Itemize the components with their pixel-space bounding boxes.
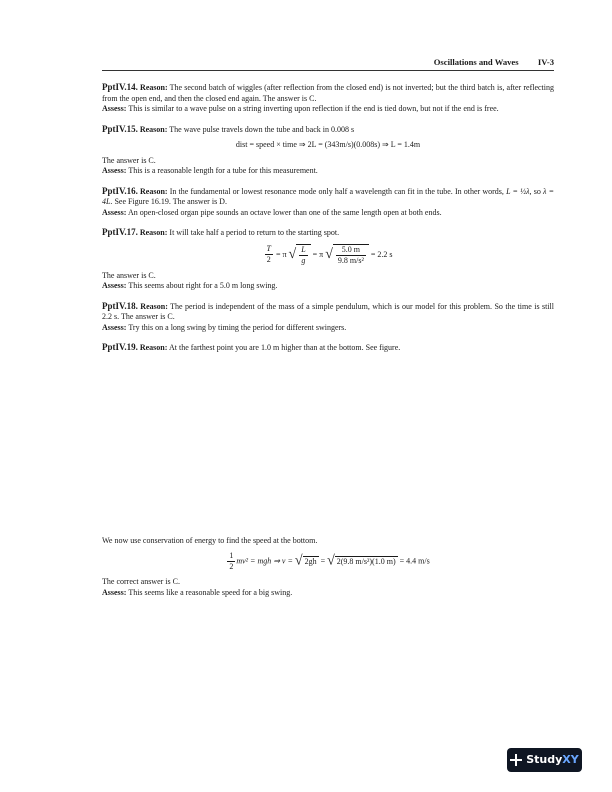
- equation-pi: = π: [312, 249, 324, 259]
- problem-17-answer: The answer is C.: [102, 270, 156, 280]
- frac-denominator: g: [301, 255, 306, 265]
- problem-19-reason-pre: At the farthest point you are: [168, 343, 259, 352]
- frac-numerator: 1: [229, 551, 234, 560]
- problem-15-answer: The answer is C.: [102, 155, 156, 165]
- problem-17-assess: [102, 281, 554, 292]
- problem-17-label: PptIV.17.: [102, 227, 138, 237]
- sqrt-sign: √: [288, 246, 297, 262]
- reason-label: Reason:: [139, 124, 168, 134]
- problem-15-assess: [102, 166, 554, 177]
- problem-18-reason-pre: The period is independent of the mass of a simple pendulum, which is our model for this problem. So the time is still: [170, 301, 555, 311]
- problem-14-reason: [102, 82, 554, 104]
- problem-14-assess-text: This is similar to a wave pulse on a string inverting upon reflection if the end is tied down, but not if the end is free.: [128, 104, 499, 113]
- equation-result: = 4.4 m/s: [399, 556, 430, 566]
- problem-15-reason-value: 0.008 s: [331, 124, 355, 134]
- header-text: [434, 57, 554, 68]
- assess-label: Assess:: [102, 207, 127, 217]
- problem-15-reason-text: The wave pulse travels down the tube and back in: [169, 124, 329, 134]
- problem-19-answer: The correct answer is C.: [102, 577, 180, 586]
- problem-18-assess-text: Try this on a long swing by timing the period for different swingers.: [128, 322, 347, 332]
- equation-result: = 2.2 s: [370, 249, 393, 259]
- problem-16-reason-text-3: See Figure 16.19. The answer is D.: [114, 197, 227, 206]
- reason-label: Reason:: [139, 343, 168, 352]
- frac-denominator: 2: [229, 562, 234, 571]
- problem-19-reason-value: 1.0 m: [260, 343, 280, 352]
- problem-17-equation: [102, 244, 554, 266]
- header-section-title: Oscillations and Waves: [433, 57, 519, 67]
- problem-16-reason-text-2: so: [533, 186, 541, 196]
- problem-15-reason: [102, 124, 554, 136]
- header-rule: [102, 70, 554, 71]
- frac-numerator: T: [266, 244, 271, 253]
- problem-16-reason-eq-1: L = ½λ,: [506, 186, 532, 196]
- equation-equals: =: [320, 556, 326, 566]
- sqrt-values: [333, 244, 369, 266]
- problem-17-assess-pre: This seems about right for a: [128, 281, 218, 290]
- problem-14-reason-text: The second batch of wiggles (after reflection from the closed end) is not inverted; but the third batch is, after reflecting from the open end, and then the closed end again. The answer is C.: [102, 83, 555, 103]
- frac-denominator: 2: [266, 255, 271, 264]
- problem-17-reason: [102, 227, 554, 239]
- assess-label: Assess:: [102, 281, 127, 290]
- header-page-number: IV-3: [537, 57, 554, 67]
- sqrt-sign: √: [294, 553, 303, 569]
- problem-19-assess-text: This seems like a reasonable speed for a big swing.: [128, 587, 293, 597]
- sqrt-values: 2(9.8 m/s²)(1.0 m): [336, 556, 396, 566]
- problem-15-label: PptIV.15.: [102, 123, 138, 134]
- page-content: [102, 82, 554, 598]
- problem-16-reason-text-1: In the fundamental or lowest resonance mode only half a wavelength can fit in the tube. In other words,: [169, 186, 504, 196]
- sqrt-sign: √: [327, 553, 335, 569]
- assess-label: Assess:: [102, 166, 127, 175]
- problem-16-reason: [102, 186, 554, 208]
- problem-15-equation: dist = speed × time ⇒ 2L = (343m/s)(0.008s) ⇒ L = 1.4m: [235, 140, 421, 149]
- assess-label: Assess:: [102, 322, 127, 332]
- assess-label: Assess:: [102, 587, 127, 597]
- frac-one-half: [227, 551, 235, 572]
- equation-part-1: mv² = mgh ⇒ v =: [236, 556, 293, 566]
- problem-15-assess-text: This is a reasonable length for a tube for this measurement.: [128, 166, 318, 175]
- equation-pi: = π: [275, 249, 287, 259]
- frac-t-over-2: [265, 244, 273, 265]
- assess-label: Assess:: [102, 104, 127, 113]
- problem-14-label: PptIV.14.: [102, 82, 138, 92]
- problem-18-reason-value: 2.2 s.: [102, 312, 120, 321]
- problem-19-reason-post: higher than at the bottom. See figure.: [281, 343, 401, 352]
- problem-17-assess-post: long swing.: [240, 281, 278, 290]
- problem-18-label: PptIV.18.: [102, 300, 138, 311]
- problem-17-assess-value: 5.0 m: [219, 281, 239, 290]
- reason-label: Reason:: [140, 301, 168, 311]
- problem-19-equation: [102, 551, 554, 572]
- sqrt-sign: √: [325, 246, 333, 262]
- logo-text: StudyXY: [526, 752, 579, 766]
- figure-placeholder: [102, 354, 554, 536]
- studyxy-logo: [507, 748, 582, 772]
- frac-denominator: 9.8 m/s²: [337, 255, 364, 265]
- problem-16-assess: [102, 208, 554, 219]
- reason-label: Reason:: [140, 186, 168, 196]
- reason-label: Reason:: [140, 83, 168, 92]
- problem-16-reason-eq-2: λ = 4L.: [102, 186, 555, 206]
- problem-16-assess-text: An open-closed organ pipe sounds an octave lower than one of the same length open at both ends.: [128, 207, 442, 217]
- problem-18-reason-post: The answer is C.: [120, 312, 175, 321]
- problem-16-label: PptIV.16.: [102, 185, 138, 196]
- frac-numerator: L: [301, 244, 306, 254]
- problem-19-assess: [102, 588, 554, 599]
- frac-numerator: 5.0 m: [336, 245, 366, 256]
- problem-19-reason: [102, 342, 554, 354]
- problem-18-reason: [102, 301, 554, 323]
- sqrt-2gh: 2gh: [304, 556, 317, 566]
- problem-19-label: PptIV.19.: [102, 342, 138, 352]
- reason-label: Reason:: [139, 228, 168, 237]
- problem-19-energy-intro: We now use conservation of energy to find the speed at the bottom.: [102, 535, 318, 545]
- problem-14-assess: [102, 104, 554, 115]
- page-header: [102, 57, 554, 69]
- problem-18-assess: [102, 323, 554, 334]
- plus-icon: [510, 754, 522, 766]
- sqrt-l-over-g: [296, 244, 310, 266]
- problem-17-reason-text: It will take half a period to return to the starting spot.: [169, 228, 340, 237]
